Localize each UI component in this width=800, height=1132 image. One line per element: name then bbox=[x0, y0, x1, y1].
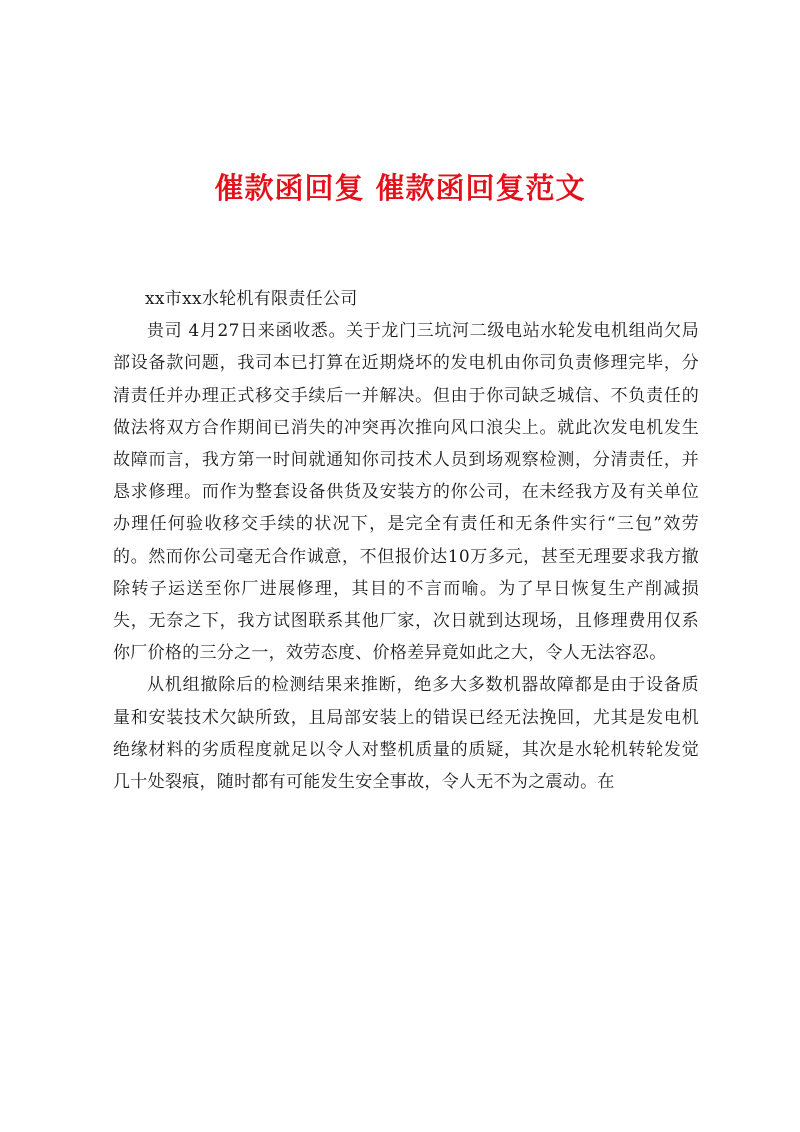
document-body bbox=[113, 283, 699, 798]
paragraph-1: 贵司 4月27日来函收悉。关于龙门三坑河二级电站水轮发电机组尚欠局部设备款问题，我司本已打算在近期烧坏的发电机由你司负责修理完毕，分清责任并办理正式移交手续后一并解决。但由于你司缺乏城信、不负责任的做法将双方合作期间已消失的冲突再次推向风口浪尖上。就此次发电机发生故障而言，我方第一时间就通知你司技术人员到场观察检测，分清责任，并恳求修理。而作为整套设备供货及安装方的你公司，在未经我方及有关单位办理任何验收移交手续的状况下，是完全有责任和无条件实行“三包”效劳的。然而你公司毫无合作诚意，不但报价达10万多元，甚至无理要求我方撤除转子运送至你厂进展修理，其目的不言而喻。为了早日恢复生产削减损失，无奈之下，我方试图联系其他厂家，次日就到达现场，且修理费用仅系你厂价格的三分之一，效劳态度、价格差异竟如此之大，令人无法容忍。 bbox=[113, 321, 699, 664]
salutation: xx市xx水轮机有限责任公司 bbox=[145, 289, 358, 309]
paragraph-2: 从机组撤除后的检测结果来推断，绝多大多数机器故障都是由于设备质量和安装技术欠缺所致，且局部安装上的错误已经无法挽回，尤其是发电机绝缘材料的劣质程度就足以令人对整机质量的质疑，其次是水轮机转轮发觉几十处裂痕，随时都有可能发生安全事故，令人无不为之震动。在 bbox=[113, 675, 699, 793]
document-title: 催款函回复 催款函回复范文 bbox=[214, 171, 586, 205]
